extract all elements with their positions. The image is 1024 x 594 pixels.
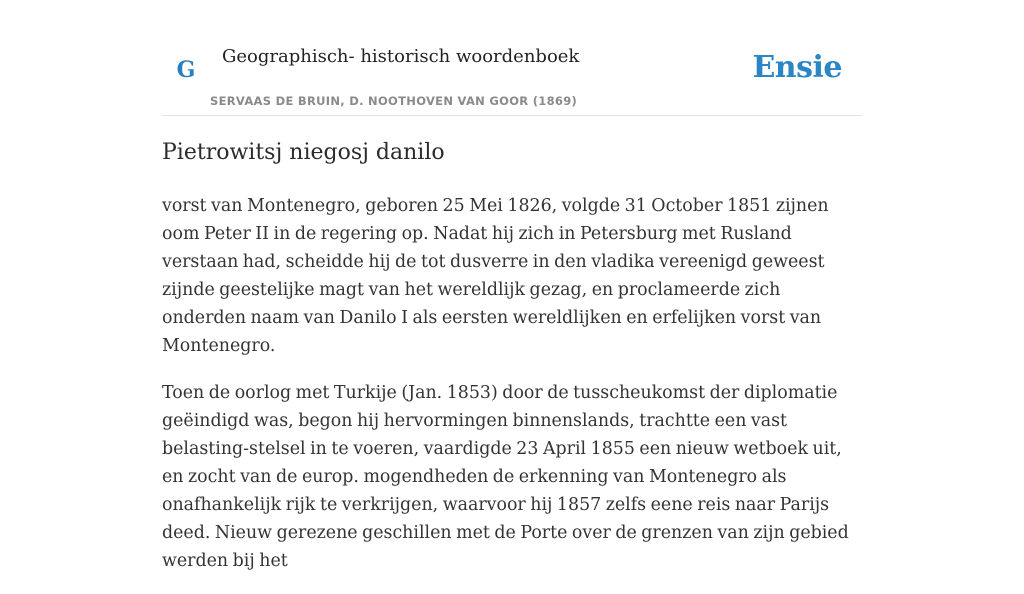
entry-paragraph: vorst van Montenegro, geboren 25 Mei 1826, volgde 31 October 1851 zijnen oom Peter II in de regering op. Nadat hij zich in Petersburg met Rusland verstaan had, scheidde hij de tot dusverre in den vladika vereenigd geweest zijnde geestelijke magt van het wereldlijk gezag, en proclameerde zich onderden naam van Danilo I als eersten wereldlijken en erfelijken vorst van Montenegro. [162,196,829,356]
entry-paragraph: Toen de oorlog met Turkije (Jan. 1853) door de tusscheukomst der diplomatie geëindigd was, begon hij hervormingen binnenslands, trachtte een vast belasting-stelsel in te voeren, vaardigde 23 April 1855 een nieuw wetboek uit, en zocht van de europ. mogendheden de erkenning van Montenegro als onafhankelijk rijk te verkrijgen, waarvoor hij 1857 zelfs eene reis naar Parijs deed. Nieuw gerezene geschillen met de Porte over de grenzen van zijn gebied werden bij het [162,383,849,571]
dictionary-authors: SERVAAS DE BRUIN, D. NOOTHOVEN VAN GOOR (1869) [210,94,578,108]
dictionary-header [162,0,862,116]
entry-body [162,192,862,594]
dictionary-icon: G [176,57,196,83]
entry-title: Pietrowitsj niegosj danilo [162,140,445,165]
page [162,0,862,571]
dictionary-title[interactable]: Geographisch- historisch woordenboek [222,46,580,67]
ensie-logo-link[interactable]: Ensie [752,50,842,85]
